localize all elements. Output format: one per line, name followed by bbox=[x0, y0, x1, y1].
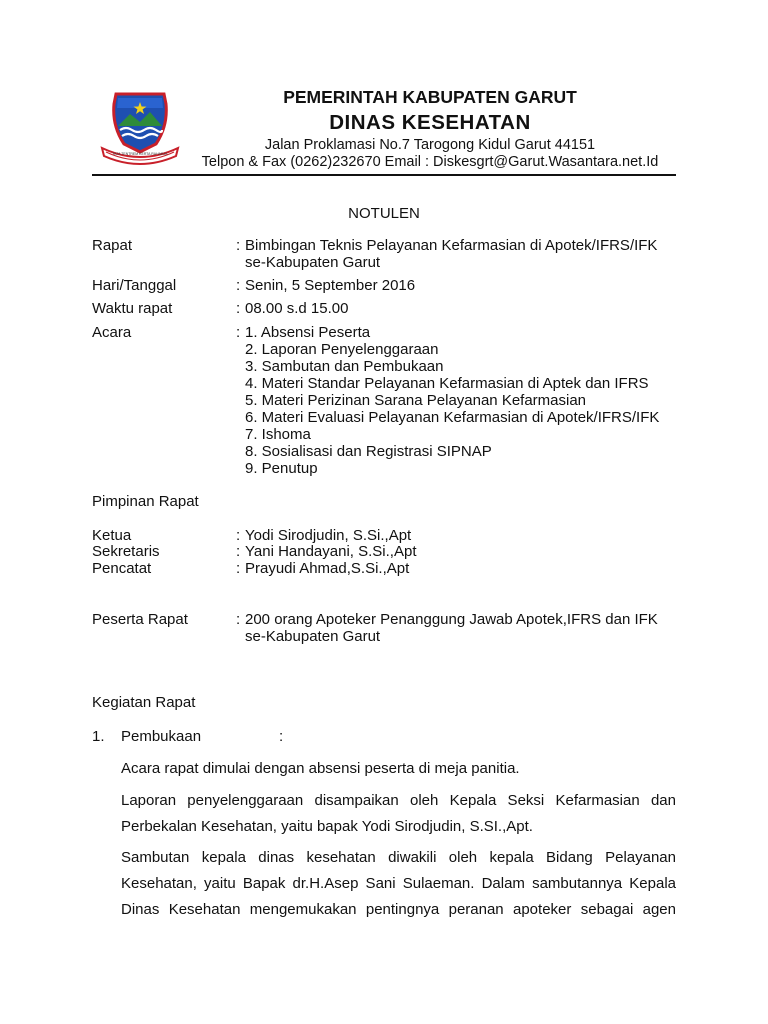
field-value-ketua: Yodi Sirodjudin, S.Si.,Apt bbox=[245, 527, 412, 544]
agenda-item: 5. Materi Perizinan Sarana Pelayanan Kefarmasian bbox=[245, 392, 587, 409]
field-value-hari: Senin, 5 September 2016 bbox=[245, 277, 416, 294]
field-label-pencatat: Pencatat bbox=[92, 560, 152, 577]
field-label-ketua: Ketua bbox=[92, 527, 132, 544]
field-label-waktu: Waktu rapat bbox=[92, 300, 173, 317]
list-item-label: Pembukaan bbox=[121, 728, 202, 745]
paragraph-line: Laporan penyelenggaraan disampaikan oleh Kepala Seksi Kefarmasian dan bbox=[121, 792, 676, 809]
field-value-sekretaris: Yani Handayani, S.Si.,Apt bbox=[245, 543, 417, 560]
field-colon: : bbox=[236, 237, 241, 254]
letterhead-divider bbox=[92, 174, 676, 176]
field-value-waktu: 08.00 s.d 15.00 bbox=[245, 300, 349, 317]
field-label-hari: Hari/Tanggal bbox=[92, 277, 177, 294]
letterhead-government: PEMERINTAH KABUPATEN GARUT bbox=[283, 87, 577, 107]
field-label-sekretaris: Sekretaris bbox=[92, 543, 160, 560]
field-colon: : bbox=[236, 324, 241, 341]
field-value-peserta-cont: se-Kabupaten Garut bbox=[245, 628, 381, 645]
agenda-item: 3. Sambutan dan Pembukaan bbox=[245, 358, 444, 375]
agenda-item: 6. Materi Evaluasi Pelayanan Kefarmasian di Apotek/IFRS/IFK bbox=[245, 409, 660, 426]
letterhead-agency: DINAS KESEHATAN bbox=[329, 111, 531, 134]
paragraph-line: Acara rapat dimulai dengan absensi peserta di meja panitia. bbox=[121, 760, 520, 777]
field-value-peserta: 200 orang Apoteker Penanggung Jawab Apotek,IFRS dan IFK bbox=[245, 611, 658, 628]
field-colon: : bbox=[236, 543, 241, 560]
section-heading-kegiatan: Kegiatan Rapat bbox=[92, 694, 196, 711]
field-colon: : bbox=[236, 300, 241, 317]
field-label-rapat: Rapat bbox=[92, 237, 133, 254]
agenda-item: 4. Materi Standar Pelayanan Kefarmasian di Aptek dan IFRS bbox=[245, 375, 649, 392]
paragraph-line: Kesehatan, yaitu Bapak dr.H.Asep Sani Sulaeman. Dalam sambutannya Kepala bbox=[121, 875, 676, 892]
field-colon: : bbox=[236, 277, 241, 294]
paragraph-laporan bbox=[121, 788, 676, 840]
field-label-peserta: Peserta Rapat bbox=[92, 611, 188, 628]
list-number: 1. bbox=[92, 728, 105, 745]
field-value-rapat-cont: se-Kabupaten Garut bbox=[245, 254, 381, 271]
document-title: NOTULEN bbox=[348, 205, 420, 222]
paragraph-line: Perbekalan Kesehatan, yaitu bapak Yodi Sirodjudin, S.SI.,Apt. bbox=[121, 818, 533, 835]
agenda-item: 9. Penutup bbox=[245, 460, 318, 477]
agenda-item: 7. Ishoma bbox=[245, 426, 311, 443]
field-colon: : bbox=[236, 527, 241, 544]
agenda-item: 8. Sosialisasi dan Registrasi SIPNAP bbox=[245, 443, 492, 460]
field-value-pencatat: Prayudi Ahmad,S.Si.,Apt bbox=[245, 560, 410, 577]
emblem-motto-text: TATA TENTREM KERTA RAHARJA bbox=[112, 152, 168, 156]
letterhead-contact: Telpon & Fax (0262)232670 Email : Diskesgrt@Garut.Wasantara.net.Id bbox=[201, 154, 659, 170]
agenda-item: 2. Laporan Penyelenggaraan bbox=[245, 341, 439, 358]
paragraph-sambutan bbox=[121, 845, 676, 923]
field-colon: : bbox=[236, 611, 241, 628]
section-label-pimpinan: Pimpinan Rapat bbox=[92, 493, 199, 510]
field-value-rapat: Bimbingan Teknis Pelayanan Kefarmasian di Apotek/IFRS/IFK bbox=[245, 237, 658, 254]
paragraph-absensi bbox=[121, 756, 676, 782]
field-colon: : bbox=[236, 560, 241, 577]
field-label-acara: Acara bbox=[92, 324, 132, 341]
list-item-colon: : bbox=[279, 728, 284, 745]
paragraph-line: Sambutan kepala dinas kesehatan diwakili oleh kepala Bidang Pelayanan bbox=[121, 849, 676, 866]
agenda-item: 1. Absensi Peserta bbox=[245, 324, 371, 341]
paragraph-line: Dinas Kesehatan mengemukakan pentingnya peranan apoteker sebagai agen bbox=[121, 901, 676, 918]
letterhead-address: Jalan Proklamasi No.7 Tarogong Kidul Garut 44151 bbox=[264, 137, 596, 153]
